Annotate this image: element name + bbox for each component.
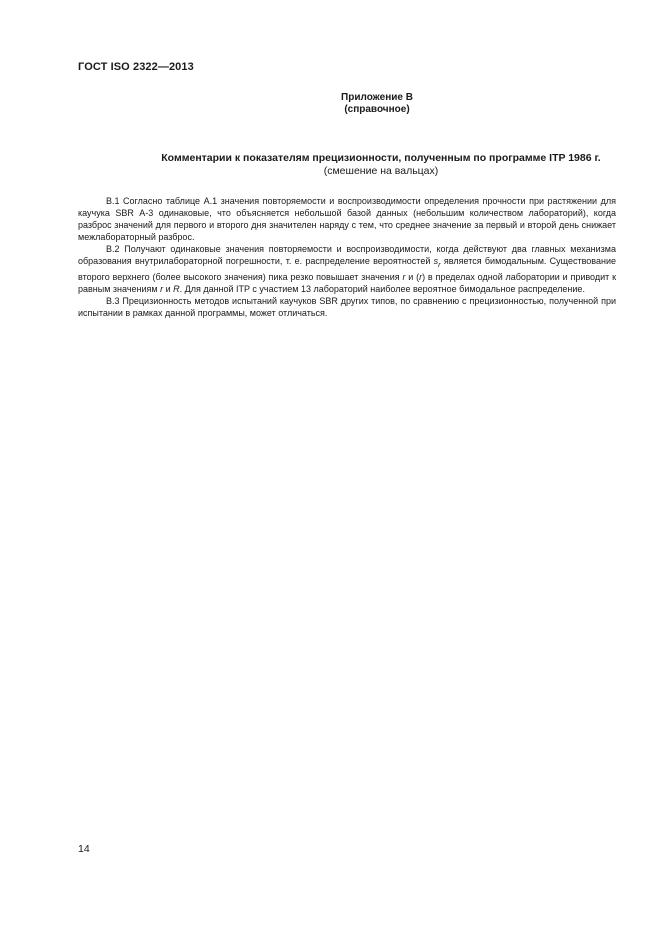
symbol-s: s bbox=[433, 256, 439, 266]
annex-title: Приложение В bbox=[341, 92, 413, 103]
p2-part-a: В.2 Получают одинаковые значения повторяемости и воспроизводимости, когда действуют два главных механизма образования внутрилабораторной погрешности, т. е. распределение вероятностей bbox=[78, 244, 616, 266]
symbol-r3: r bbox=[160, 283, 164, 294]
page-number: 14 bbox=[78, 843, 90, 855]
symbol-r: r bbox=[402, 271, 406, 282]
symbol-sub-r: r bbox=[438, 259, 441, 269]
annex-heading bbox=[240, 92, 514, 116]
section-title: Комментарии к показателям прецизионности, полученным по программе ITP 1986 г. bbox=[161, 152, 601, 164]
p2-part-c: и ( bbox=[405, 271, 420, 282]
p2-part-b: является бимодальным. Существование второго верхнего (более высокого значения) пика резко повышает значения bbox=[78, 256, 616, 282]
paragraph-b1: В.1 Согласно таблице А.1 значения повторяемости и воспроизводимости определения прочности при растяжении для каучука SBR А-3 одинаковые, что объясняется небольшой базой данных (небольшим количеством лабораторий), когда разброс значений для первого и второго дня значителен наряду с тем, что среднее значение за первый и второй день снижает межлабораторный разброс. bbox=[78, 196, 616, 242]
p2-part-f: . Для данной ITP с участием 13 лабораторий наиболее вероятное бимодальное распределение. bbox=[179, 283, 585, 294]
p2-part-e: и bbox=[163, 283, 174, 294]
body-text bbox=[78, 195, 616, 319]
section-heading bbox=[78, 152, 661, 178]
symbol-r2: r bbox=[419, 271, 423, 282]
paragraph-b2 bbox=[78, 243, 616, 295]
section-subtitle: (смешение на вальцах) bbox=[323, 165, 439, 177]
paragraph-b3: В.3 Прецизионность методов испытаний каучуков SBR других типов, по сравнению с прецизионностью, полученной при испытании в рамках данной программы, может отличаться. bbox=[78, 295, 616, 318]
p2-part-d: ) в пределах одной лаборатории и приводит к равным значениям bbox=[78, 271, 617, 294]
standard-code: ГОСТ ISO 2322—2013 bbox=[78, 61, 194, 73]
annex-subtitle: (справочное) bbox=[344, 104, 410, 115]
symbol-capital-r: R bbox=[173, 283, 180, 294]
